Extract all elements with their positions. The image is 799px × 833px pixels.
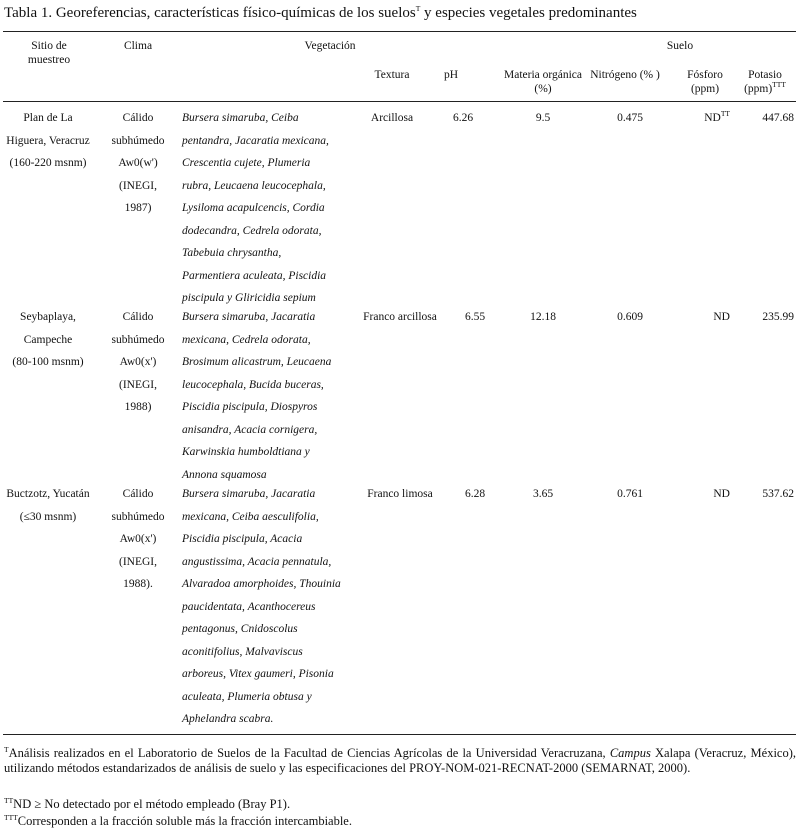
- row1-vegetation: Bursera simaruba, Ceiba pentandra, Jacaratia mexicana, Crescentia cujete, Plumeria rubra, Leucaena leucocephala, Lysiloma acapulcencis, Cordia dodecandra, Cedrela odorata, Tabebuia chrysantha, Parmentiera aculeata, Piscidia piscipula y Gliricidia sepium: [182, 112, 329, 304]
- row3-organic-matter: 3.65: [532, 488, 554, 500]
- header-soil: Suelo: [666, 40, 694, 52]
- footnote-1: $^T$Análisis realizados en el Laboratorio de Suelos de la Facultad de Ciencias Agrícolas de la Universidad Veracruzana, Campus Xalapa (Veracruz, México), utilizando métodos estandarizados de análisis de suelo y las especificaciones del PROY-NOM-021-RECNAT-2000 (SEMARNAT, 2000).: [4, 744, 797, 775]
- header-vegetation: Vegetación: [304, 40, 356, 52]
- row1-potassium: 447.68: [762, 112, 794, 124]
- row3-potassium: 537.62: [762, 488, 794, 500]
- row2-nitrogen: 0.609: [617, 311, 643, 323]
- header-phosphorus: Fósforo (ppm): [687, 69, 723, 95]
- row3-site: Buctzotz, Yucatán (≤30 msnm): [6, 488, 90, 523]
- row1-organic-matter: 9.5: [535, 112, 551, 124]
- row1-nitrogen: 0.475: [617, 112, 643, 124]
- row3-phosphorus: ND: [713, 488, 730, 500]
- row1-phosphorus: $ND^{TT}$: [704, 109, 730, 124]
- header-nitrogen: Nitrógeno (% ): [590, 69, 660, 81]
- footnote-3: $^{TTT}$Corresponden a la fracción soluble más la fracción intercambiable.: [4, 812, 352, 828]
- bottom-rule: [3, 734, 796, 735]
- row2-vegetation: Bursera simaruba, Jacaratia mexicana, Cedrela odorata, Brosimum alicastrum, Leucaena leucocephala, Bucida buceras, Piscidia piscipula, Diospyros anisandra, Acacia cornigera, Karwinskia humboldtiana y Annona squamosa: [182, 311, 332, 481]
- footnote-2: $^{TT}$ND ≥ No detectado por el método empleado (Bray P1).: [4, 795, 291, 811]
- row1-climate: Cálido subhúmedo Aw0(w') (INEGI, 1987): [111, 112, 165, 214]
- row1-site: Plan de La Higuera, Veracruz (160-220 msnm): [6, 112, 90, 169]
- row3-vegetation: Bursera simaruba, Jacaratia mexicana, Ceiba aesculifolia, Piscidia piscipula, Acacia angustissima, Acacia pennatula, Alvaradoa amorphoides, Thouinia paucidentata, Acanthocereus pentagonus, Cnidoscolus aconitifolius, Malvaviscus arboreus, Vitex gaumeri, Pisonia aculeata, Plumeria obtusa y Aphelandra scabra.: [182, 488, 341, 725]
- row1-ph: 6.26: [452, 112, 474, 124]
- header-potassium: Potasio (ppm)$^{TTT}$: [744, 69, 786, 95]
- row2-texture: Franco arcillosa: [363, 311, 437, 323]
- top-rule: [3, 31, 796, 32]
- row3-texture: Franco limosa: [367, 488, 433, 500]
- header-rule: [3, 101, 796, 102]
- row2-climate: Cálido subhúmedo Aw0(x') (INEGI, 1988): [111, 311, 165, 413]
- row2-potassium: 235.99: [762, 311, 794, 323]
- row2-organic-matter: 12.18: [530, 311, 556, 323]
- row3-climate: Cálido subhúmedo Aw0(x') (INEGI, 1988).: [111, 488, 165, 590]
- header-site: Sitio de muestreo: [27, 40, 71, 66]
- row1-texture: Arcillosa: [370, 112, 414, 124]
- row3-nitrogen: 0.761: [617, 488, 643, 500]
- row2-site: Seybaplaya, Campeche (80-100 msnm): [12, 311, 84, 368]
- header-ph: pH: [443, 69, 459, 81]
- header-climate: Clima: [123, 40, 153, 52]
- header-organic-matter: Materia orgánica (%): [503, 69, 582, 95]
- row3-ph: 6.28: [464, 488, 486, 500]
- header-texture: Textura: [374, 69, 410, 81]
- row2-ph: 6.55: [464, 311, 486, 323]
- row2-phosphorus: ND: [713, 311, 730, 323]
- table-caption: Tabla 1. Georeferencias, características físico-químicas de los suelos$^T$ y especies vegetales predominantes: [4, 4, 637, 21]
